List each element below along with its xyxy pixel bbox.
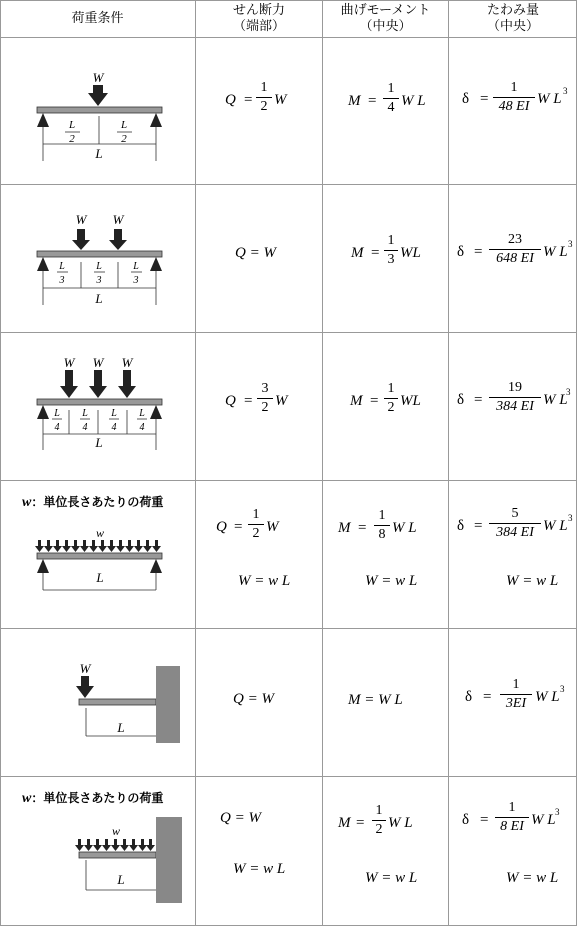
- support-left: [37, 559, 49, 573]
- span-label-quarter: L: [82, 408, 88, 419]
- equals-sign: =: [244, 92, 253, 108]
- numerator: 1: [387, 381, 395, 396]
- header-shear-line2: （端部）: [232, 18, 285, 33]
- fraction: [374, 508, 390, 543]
- denominator: 4: [387, 100, 395, 115]
- formula-tail: W L: [535, 689, 560, 705]
- fraction: [248, 507, 264, 542]
- denominator: 648 EI: [496, 251, 534, 266]
- formula-tail: W L: [401, 93, 426, 109]
- load-label: W: [75, 212, 87, 227]
- denominator: 2: [260, 99, 268, 114]
- load-label: W: [121, 355, 133, 370]
- beam: [37, 553, 162, 559]
- span-label-total: L: [117, 720, 125, 735]
- beam: [37, 107, 162, 113]
- formula-tail: W L: [392, 520, 417, 536]
- support-right: [150, 405, 162, 419]
- span-label-quarter: L: [139, 408, 145, 419]
- load-label: W: [79, 661, 91, 676]
- numerator: 3: [261, 381, 269, 396]
- point-load-arrow: [72, 229, 90, 250]
- support-left: [37, 405, 49, 419]
- support-right: [150, 559, 162, 573]
- moment-symbol: M: [338, 815, 351, 831]
- fixed-wall: [156, 817, 182, 903]
- header-shear-line1: せん断力: [232, 2, 285, 17]
- fraction: [489, 506, 541, 541]
- span-label-third: L: [133, 261, 139, 272]
- diagram-simple-distributed-load: [0, 480, 195, 628]
- numerator: 1: [252, 507, 260, 522]
- formula-extra: W = w L: [365, 573, 418, 589]
- equals-sign: =: [483, 689, 492, 705]
- exponent: 3: [566, 387, 571, 397]
- formula-extra: W = w L: [365, 870, 418, 886]
- equals-sign: =: [480, 91, 489, 107]
- diagram-simple-three-loads: [0, 332, 195, 480]
- span-label-total: L: [117, 872, 125, 887]
- header-deflection-line1: たわみ量: [486, 2, 539, 17]
- equals-sign: =: [358, 520, 367, 536]
- numerator: 1: [512, 677, 520, 692]
- header-moment-line1: 曲げモーメント: [340, 2, 431, 17]
- formula-shear-main: Q = W: [220, 810, 261, 826]
- numerator: 23: [508, 232, 522, 247]
- header-deflection-line2: （中央）: [486, 18, 539, 33]
- exponent: 3: [568, 239, 573, 249]
- note-text: ：単位長さあたりの荷重: [31, 791, 164, 805]
- fraction: [495, 800, 529, 835]
- numerator: 5: [511, 506, 519, 521]
- formula-tail: WL: [400, 245, 421, 261]
- shear-symbol: Q: [225, 92, 236, 108]
- formula-extra: W = w L: [233, 861, 286, 877]
- span-label-quarter: L: [54, 408, 60, 419]
- denominator: 48 EI: [498, 99, 530, 114]
- header-deflection: [449, 2, 577, 34]
- exponent: 3: [555, 807, 560, 817]
- formula-tail: W: [275, 393, 288, 409]
- denominator: 3: [387, 252, 395, 267]
- fraction: [257, 381, 273, 416]
- span-label-half: L: [68, 119, 76, 131]
- span-label-total: L: [95, 435, 103, 450]
- numerator: 19: [508, 380, 522, 395]
- span-denominator: 3: [96, 275, 102, 286]
- span-label-total: L: [96, 570, 104, 585]
- fixed-wall: [156, 666, 180, 743]
- span-label-quarter: L: [111, 408, 117, 419]
- span-denominator: 3: [133, 275, 139, 286]
- fraction: [384, 381, 398, 416]
- beam: [79, 699, 156, 705]
- numerator: 1: [508, 800, 516, 815]
- beam: [79, 852, 156, 858]
- point-load-arrow: [109, 229, 127, 250]
- equals-sign: =: [356, 815, 365, 831]
- load-label: W: [92, 355, 104, 370]
- numerator: 1: [375, 803, 383, 818]
- note-symbol: w: [22, 495, 32, 510]
- beam: [37, 251, 162, 257]
- formula-tail: W L: [543, 244, 568, 260]
- denominator: 2: [375, 822, 383, 837]
- exponent: 3: [560, 684, 565, 694]
- formula-tail: W L: [537, 91, 562, 107]
- equals-sign: =: [370, 393, 379, 409]
- deflection-symbol: δ: [457, 518, 465, 534]
- note-text: ：単位長さあたりの荷重: [31, 495, 164, 509]
- span-denominator: 4: [82, 422, 88, 433]
- formula-shear-row5: Q = W: [233, 691, 274, 707]
- denominator: 2: [387, 400, 395, 415]
- span-label-third: L: [59, 261, 65, 272]
- fraction: [384, 233, 398, 268]
- numerator: 1: [387, 233, 395, 248]
- fraction: [500, 677, 532, 712]
- denominator: 384 EI: [496, 525, 534, 540]
- exponent: 3: [568, 513, 573, 523]
- span-label-half: L: [120, 119, 128, 131]
- diagram-simple-center-load: [0, 37, 195, 184]
- support-right: [150, 113, 162, 127]
- shear-symbol: Q: [216, 519, 227, 535]
- denominator: 2: [261, 400, 269, 415]
- span-denominator: 4: [139, 422, 145, 433]
- diagram-simple-two-loads: [0, 184, 195, 332]
- formula-tail: WL: [400, 393, 421, 409]
- numerator: 1: [387, 81, 395, 96]
- numerator: 1: [378, 508, 386, 523]
- denominator: 2: [252, 526, 260, 541]
- span-label-total: L: [95, 291, 103, 306]
- denominator: 8 EI: [500, 819, 524, 834]
- equals-sign: =: [480, 812, 489, 828]
- exponent: 3: [563, 86, 568, 96]
- load-label: w: [95, 526, 105, 540]
- deflection-symbol: δ: [462, 91, 470, 107]
- span-label-third: L: [96, 261, 102, 272]
- beam: [37, 399, 162, 405]
- formula-tail: W: [274, 92, 287, 108]
- span-denominator: 2: [121, 133, 127, 145]
- span-denominator: 4: [111, 422, 117, 433]
- moment-symbol: M: [351, 245, 364, 261]
- span-label-total: L: [95, 146, 103, 161]
- deflection-symbol: δ: [465, 689, 473, 705]
- fraction: [489, 232, 541, 267]
- denominator: 384 EI: [496, 399, 534, 414]
- equals-sign: =: [474, 518, 483, 534]
- header-load-condition: [0, 10, 195, 26]
- distributed-load-arrows: [75, 839, 155, 851]
- equals-sign: =: [474, 392, 483, 408]
- header-moment: [323, 2, 448, 34]
- equals-sign: =: [368, 93, 377, 109]
- deflection-symbol: δ: [462, 812, 470, 828]
- formula-extra: W = w L: [238, 573, 291, 589]
- formula-shear-row2: Q = W: [235, 245, 276, 261]
- diagram-cantilever-point-load: [0, 628, 195, 776]
- numerator: 1: [510, 80, 518, 95]
- deflection-symbol: δ: [457, 244, 465, 260]
- header-shear: [196, 2, 322, 34]
- moment-symbol: M: [348, 93, 361, 109]
- formula-tail: W: [266, 519, 279, 535]
- load-label: w: [111, 824, 121, 838]
- moment-symbol: M: [350, 393, 363, 409]
- shear-symbol: Q: [225, 393, 236, 409]
- denominator: 3EI: [505, 696, 527, 711]
- formula-tail: W L: [388, 815, 413, 831]
- fraction: [383, 81, 399, 116]
- formula-tail: W L: [543, 392, 568, 408]
- support-right: [150, 257, 162, 271]
- span-denominator: 2: [69, 133, 75, 145]
- moment-symbol: M: [338, 520, 351, 536]
- equals-sign: =: [244, 393, 253, 409]
- fraction: [372, 803, 386, 838]
- point-load-arrow: [60, 370, 78, 398]
- formula-moment-row5: M = W L: [348, 692, 403, 708]
- denominator: 8: [378, 527, 386, 542]
- formula-tail: W L: [531, 812, 556, 828]
- point-load-arrow: [89, 370, 107, 398]
- load-label: W: [112, 212, 124, 227]
- note-symbol: w: [22, 791, 32, 806]
- deflection-symbol: δ: [457, 392, 465, 408]
- fraction: [493, 80, 535, 115]
- support-left: [37, 257, 49, 271]
- numerator: 1: [260, 80, 268, 95]
- formula-tail: W L: [543, 518, 568, 534]
- header-moment-line2: （中央）: [359, 18, 412, 33]
- equals-sign: =: [371, 245, 380, 261]
- span-denominator: 3: [59, 275, 65, 286]
- point-load-arrow: [118, 370, 136, 398]
- equals-sign: =: [474, 244, 483, 260]
- formula-extra: W = w L: [506, 573, 559, 589]
- equals-sign: =: [234, 519, 243, 535]
- fraction: [256, 80, 272, 115]
- formula-extra: W = w L: [506, 870, 559, 886]
- load-label: W: [92, 70, 104, 85]
- span-denominator: 4: [54, 422, 60, 433]
- support-left: [37, 113, 49, 127]
- load-label: W: [63, 355, 75, 370]
- diagram-cantilever-distributed-load: [0, 776, 195, 925]
- header-load-condition-text: 荷重条件: [71, 10, 124, 25]
- fraction: [489, 380, 541, 415]
- point-load-arrow: [88, 85, 108, 106]
- point-load-arrow: [76, 676, 94, 698]
